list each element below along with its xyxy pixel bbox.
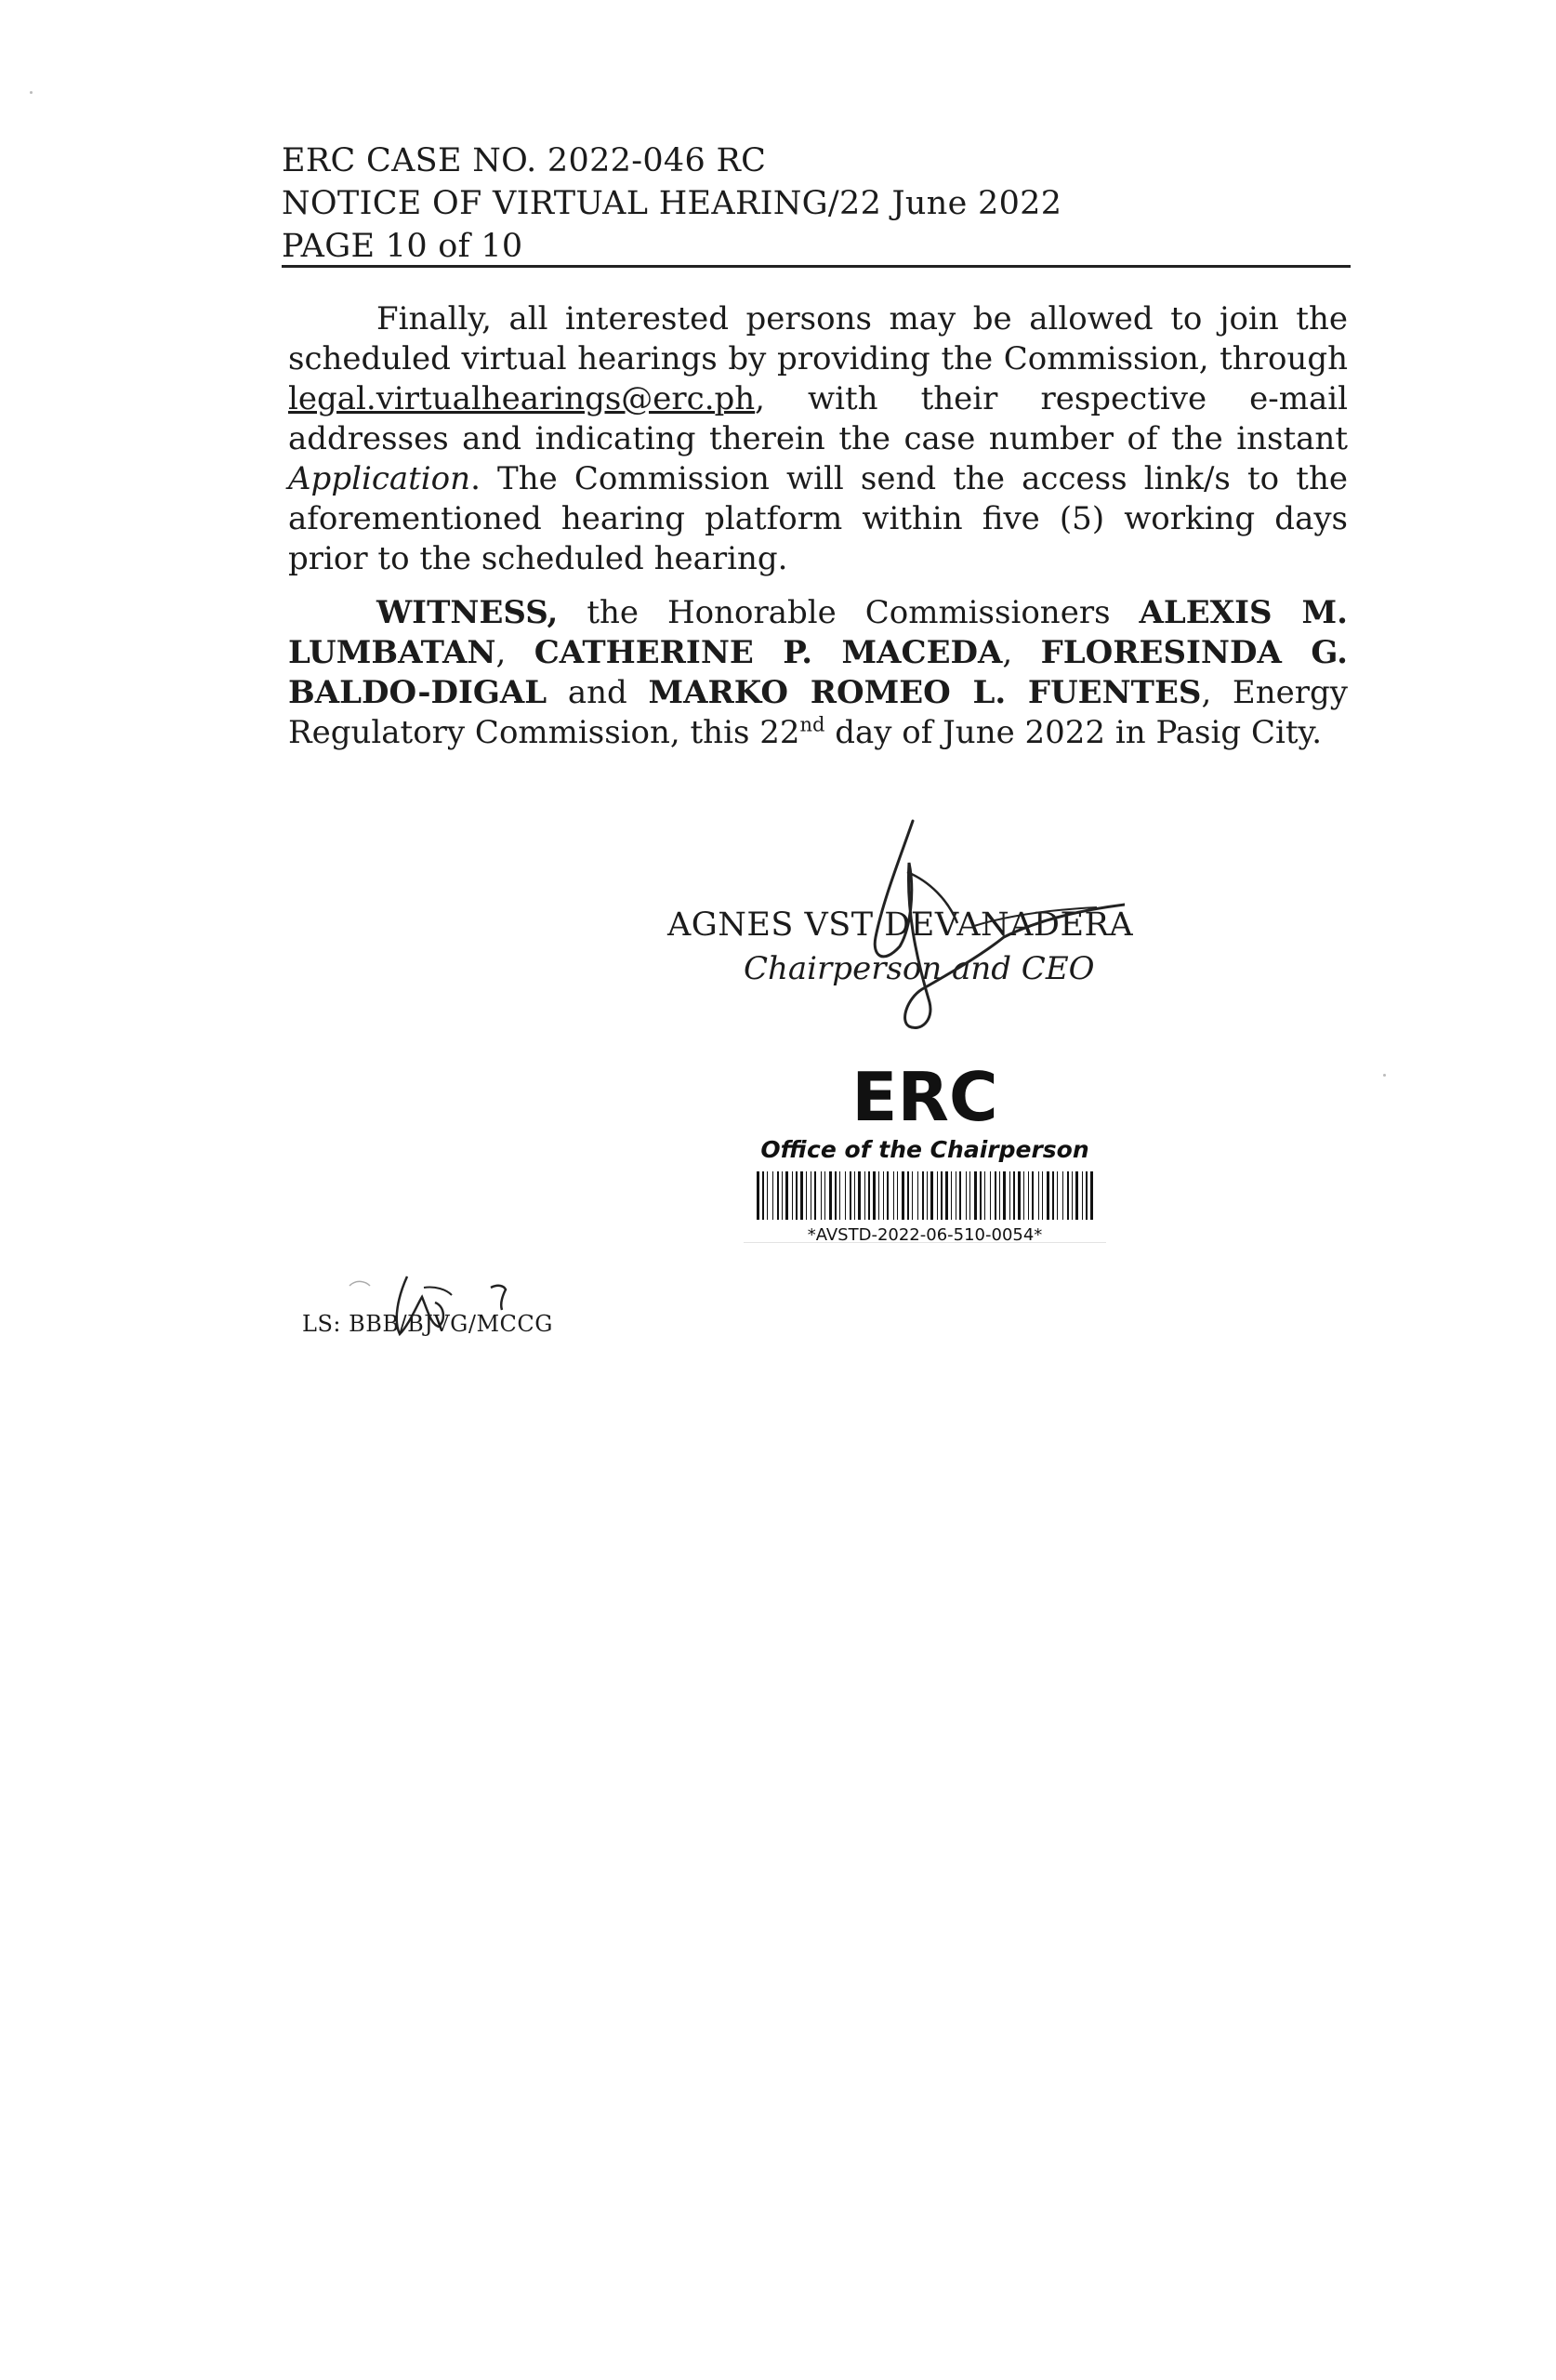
barcode-bar xyxy=(1082,1171,1083,1220)
barcode-bar xyxy=(1042,1171,1043,1220)
barcode-bar xyxy=(941,1171,943,1220)
case-number: ERC CASE NO. 2022-046 RC xyxy=(282,142,767,179)
barcode-bar xyxy=(878,1171,879,1220)
barcode-bar xyxy=(1023,1171,1024,1220)
barcode-bar xyxy=(995,1171,996,1220)
barcode-bar xyxy=(829,1171,832,1220)
barcode-bar xyxy=(772,1171,773,1220)
email-link[interactable]: legal.virtualhearings@erc.ph xyxy=(288,380,756,417)
barcode-bar xyxy=(937,1171,938,1220)
barcode-bar xyxy=(974,1171,977,1220)
barcode-bar xyxy=(839,1171,840,1220)
barcode-bar xyxy=(1086,1171,1088,1220)
barcode-bar xyxy=(927,1171,928,1220)
barcode-bar xyxy=(1057,1171,1058,1220)
barcode-bar xyxy=(821,1171,822,1220)
barcode-bar xyxy=(1009,1171,1010,1220)
barcode-bar xyxy=(1072,1171,1073,1220)
barcode-bar xyxy=(959,1171,961,1220)
stamp-edge xyxy=(744,1242,1106,1243)
initials-line: LS: BBB/BJVG/MCCG xyxy=(302,1311,553,1337)
barcode-bar xyxy=(868,1171,870,1220)
barcode-bar xyxy=(1013,1171,1015,1220)
barcode-bar xyxy=(883,1171,884,1220)
commissioner-name: CATHERINE P. MACEDA xyxy=(534,634,1003,671)
header-divider xyxy=(282,265,1351,268)
barcode-bar xyxy=(850,1171,851,1220)
barcode-bar xyxy=(930,1171,933,1220)
barcode-bar xyxy=(864,1171,865,1220)
barcode-bar xyxy=(1003,1171,1006,1220)
erc-office-stamp xyxy=(744,1060,1106,1246)
notice-title: NOTICE OF VIRTUAL HEARING/22 June 2022 xyxy=(282,185,1062,222)
barcode-bar xyxy=(845,1171,846,1220)
barcode-bar xyxy=(984,1171,985,1220)
barcode-bar xyxy=(782,1171,783,1220)
barcode-bar xyxy=(893,1171,894,1220)
signatory-title: Chairperson and CEO xyxy=(744,950,1095,987)
application-term: Application xyxy=(288,460,471,497)
barcode-bar xyxy=(1018,1171,1021,1220)
barcode-bar xyxy=(902,1171,904,1220)
page-number: PAGE 10 of 10 xyxy=(282,228,523,265)
barcode-bar xyxy=(785,1171,788,1220)
barcode-bar xyxy=(945,1171,948,1220)
barcode-bar xyxy=(1038,1171,1039,1220)
paragraph-virtual-hearing-access: Finally, all interested persons may be allowed to join the scheduled virtual hearings by providing the Commission, through legal.virtualhearings@erc.ph, with their respective e-mail addresses and indicating therein the case number of the instant Application. The Commission will send the access link/s to the aforementioned hearing platform within five (5) working days prior to the scheduled hearing. xyxy=(288,300,1348,577)
barcode-bar xyxy=(792,1171,793,1220)
barcode-bar xyxy=(1032,1171,1034,1220)
barcode-bar xyxy=(999,1171,1000,1220)
barcode-bar xyxy=(917,1171,918,1220)
erc-logo: ERC xyxy=(851,1058,998,1136)
handwritten-signature xyxy=(818,816,1125,1039)
commissioner-name: FLORESINDA G. BALDO-DIGAL xyxy=(288,634,1348,711)
barcode-bar xyxy=(796,1171,798,1220)
barcode-bar xyxy=(835,1171,837,1220)
barcode-bar xyxy=(762,1171,764,1220)
barcode-bar xyxy=(1090,1171,1093,1220)
signatory-name: AGNES VST DEVANADERA xyxy=(667,906,1134,944)
barcode-bar xyxy=(951,1171,952,1220)
barcode-bar xyxy=(1052,1171,1054,1220)
document-header xyxy=(282,139,1351,268)
barcode-bar xyxy=(969,1171,970,1220)
barcode-bar xyxy=(887,1171,889,1220)
witness-label: WITNESS, xyxy=(376,594,559,631)
barcode-bar xyxy=(858,1171,861,1220)
barcode-bar xyxy=(1047,1171,1049,1220)
barcode-bar xyxy=(757,1171,759,1220)
barcode-bar xyxy=(966,1171,967,1220)
stamp-office-label: Office of the Chairperson xyxy=(760,1136,1089,1163)
barcode-bar xyxy=(873,1171,876,1220)
barcode-bar xyxy=(777,1171,779,1220)
barcode-bar xyxy=(800,1171,803,1220)
paragraph-witness: WITNESS, the Honorable Commissioners ALEXIS M. LUMBATAN, CATHERINE P. MACEDA, FLORESINDA G. BALDO-DIGAL and MARKO ROMEO L. FUENTES, Energy Regulatory Commission, this 22nd day of June 2022 in Pasig City. xyxy=(288,594,1348,751)
barcode-code: *AVSTD-2022-06-510-0054* xyxy=(807,1225,1043,1245)
commissioner-name: MARKO ROMEO L. FUENTES xyxy=(648,674,1202,711)
barcode-bar xyxy=(980,1171,982,1220)
barcode-bar xyxy=(1028,1171,1029,1220)
barcode-bar xyxy=(767,1171,768,1220)
barcode-bar xyxy=(814,1171,816,1220)
barcode-bar xyxy=(907,1171,909,1220)
barcode-bar xyxy=(1062,1171,1063,1220)
barcode xyxy=(753,1171,1097,1220)
scan-speck xyxy=(1383,1074,1386,1077)
barcode-bar xyxy=(1067,1171,1069,1220)
commissioner-name: ALEXIS M. LUMBATAN xyxy=(288,594,1348,671)
barcode-bar xyxy=(1075,1171,1078,1220)
barcode-bar xyxy=(912,1171,913,1220)
barcode-bar xyxy=(922,1171,924,1220)
barcode-bar xyxy=(897,1171,898,1220)
barcode-bar xyxy=(824,1171,825,1220)
barcode-bar xyxy=(990,1171,991,1220)
scan-speck xyxy=(30,91,33,94)
barcode-bar xyxy=(854,1171,855,1220)
barcode-bar xyxy=(806,1171,807,1220)
